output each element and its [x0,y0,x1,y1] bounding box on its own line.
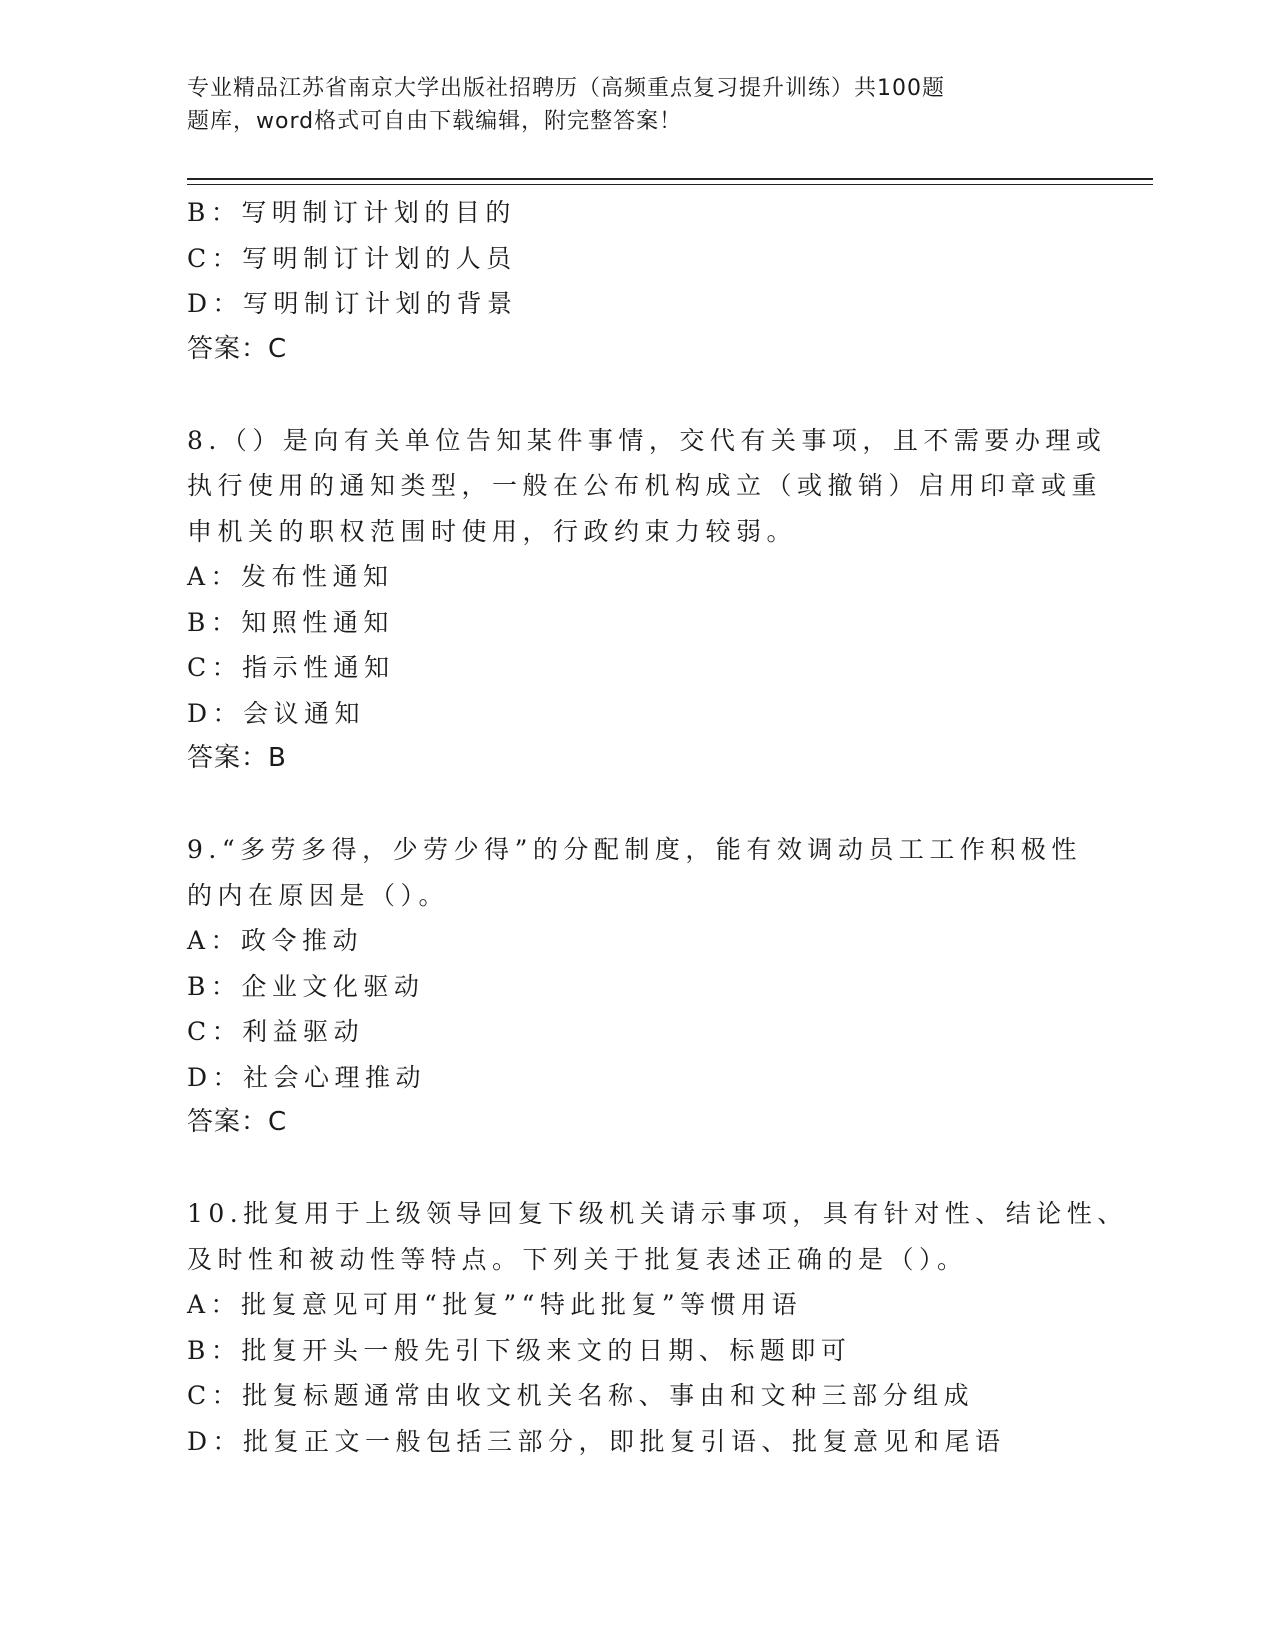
answer: 答案：B [187,743,287,773]
answer: 答案：C [187,333,288,364]
option-c: C：写明制订计划的人员 [187,243,517,273]
option-c: C：利益驱动 [187,1017,365,1046]
question-text: 10.批复用于上级领导回复下级机关请示事项，具有针对性、结论性、 [187,1199,1128,1228]
header-title-line-1: 专业精品江苏省南京大学出版社招聘历（高频重点复习提升训练）共100题 [187,76,945,101]
header-title-line-2: 题库，word格式可自由下载编辑，附完整答案！ [187,109,683,134]
option-a: A：批复意见可用“批复”“特此批复”等惯用语 [187,1290,803,1319]
question-text: 的内在原因是（）。 [187,880,450,910]
answer: 答案：C [187,1107,288,1137]
header-rule-thin [187,184,1153,185]
question-10 [187,1191,1128,1464]
option-b: B：写明制订计划的目的 [187,198,516,227]
question-8 [187,418,1107,782]
question-7-continued [187,190,1087,372]
question-text: 执行使用的通知类型，一般在公布机构成立（或撤销）启用印章或重 [187,471,1103,500]
header-rule-thick [187,178,1153,180]
option-a: A：政令推动 [187,926,364,955]
option-a: A：发布性通知 [187,562,394,591]
option-d: D：写明制订计划的背景 [187,289,518,318]
option-d: D：批复正文一般包括三部分，即批复引语、批复意见和尾语 [187,1426,1006,1456]
question-text: 及时性和被动性等特点。下列关于批复表述正确的是（）。 [187,1244,968,1274]
option-c: C：指示性通知 [187,653,395,682]
question-list [187,190,1128,1464]
question-9 [187,827,1087,1146]
option-b: B：知照性通知 [187,607,394,637]
page-header [187,72,1047,138]
question-text: 申机关的职权范围时使用，行政约束力较弱。 [187,516,798,546]
question-text: 8.（）是向有关单位告知某件事情，交代有关事项，且不需要办理或 [187,425,1107,455]
option-b: B：批复开头一般先引下级来文的日期、标题即可 [187,1335,852,1365]
option-d: D：社会心理推动 [187,1062,427,1092]
option-b: B：企业文化驱动 [187,971,425,1001]
option-d: D：会议通知 [187,698,366,728]
question-text: 9.“多劳多得，少劳少得”的分配制度，能有效调动员工工作积极性 [187,835,1082,864]
option-c: C：批复标题通常由收文机关名称、事由和文种三部分组成 [187,1381,975,1410]
